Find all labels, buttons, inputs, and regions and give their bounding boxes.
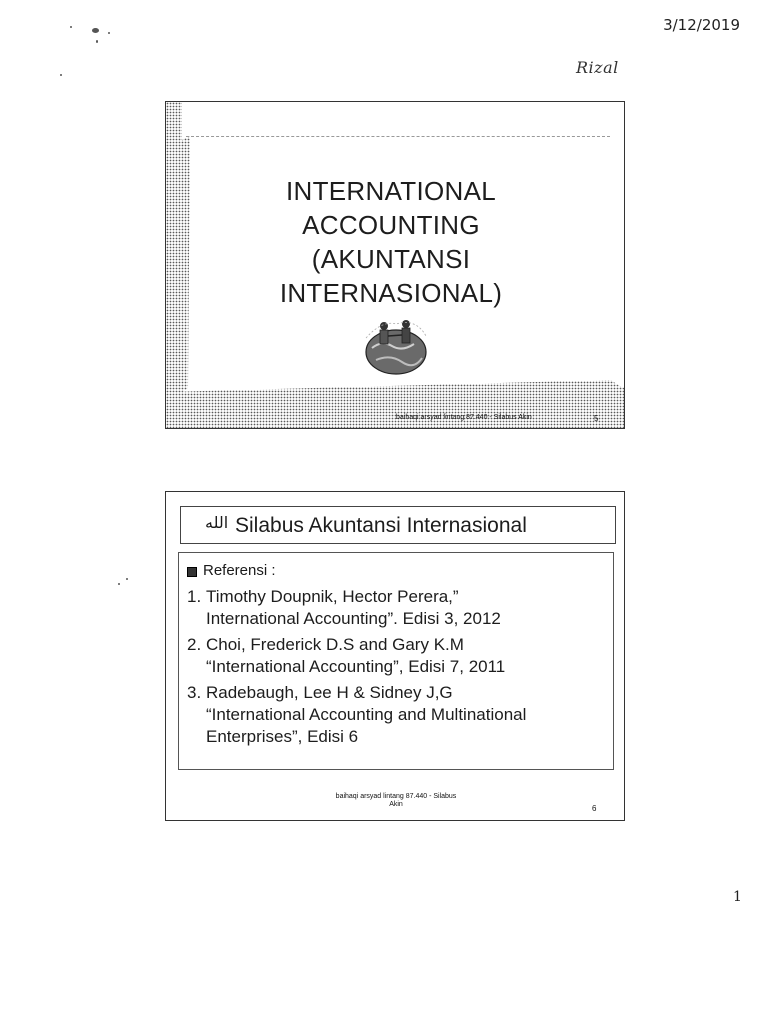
list-item-number: 3. [187,683,202,702]
title-line: (AKUNTANSI [311,244,471,274]
references-label: Referensi : [203,562,276,579]
reference-line: Timothy Doupnik, Hector Perera,” [206,587,459,606]
title-line: INTERNASIONAL) [279,278,503,308]
slide-title [226,174,556,310]
list-item [187,586,607,630]
slide-number: 5 [594,414,599,423]
list-item-text [206,682,607,748]
title-line: ACCOUNTING [302,210,480,240]
scan-speck [126,578,128,580]
scan-speck [92,28,99,33]
handwritten-note: Rizal [576,58,619,77]
list-item-text [206,586,607,630]
arabic-glyph: الله [205,513,229,532]
title-line: INTERNATIONAL [286,176,496,206]
footer-line: Akin [389,801,403,808]
slide-footer: baihaqi arsyad lintang 87.440 - Silabus Akin [396,414,532,421]
references-box [178,552,614,770]
globe-people-clipart [362,314,430,376]
list-item-text [206,634,607,678]
reference-line: “International Accounting”, Edisi 7, 2011 [206,657,506,676]
reference-line: Choi, Frederick D.S and Gary K.M [206,635,464,654]
scan-speck [96,40,98,43]
slide-silabus [165,491,625,821]
slide-number: 6 [592,804,597,813]
scan-speck [108,32,110,34]
slide-title-box [180,506,616,544]
reference-line: Radebaugh, Lee H & Sidney J,G [206,683,453,702]
print-date: 3/12/2019 [663,16,740,34]
slide-title: Silabus Akuntansi Internasional [235,514,527,537]
reference-line: Enterprises”, Edisi 6 [206,727,359,746]
page-number: 1 [733,889,742,905]
scan-speck [118,583,120,585]
footer-line: baihaqi arsyad lintang 87.440 - Silabus [335,793,457,800]
references-list [187,586,607,752]
slide-top-rule [186,136,610,137]
reference-line: International Accounting”. Edisi 3, 2012 [206,609,501,628]
slide-international-accounting [165,101,625,429]
list-item [187,682,607,748]
square-bullet-icon [187,567,197,577]
list-item-number: 1. [187,587,202,606]
slide-footer [316,793,476,809]
scan-speck [70,26,72,28]
list-item [187,634,607,678]
scan-speck [60,74,62,76]
list-item-number: 2. [187,635,202,654]
reference-line: “International Accounting and Multinational [206,705,527,724]
